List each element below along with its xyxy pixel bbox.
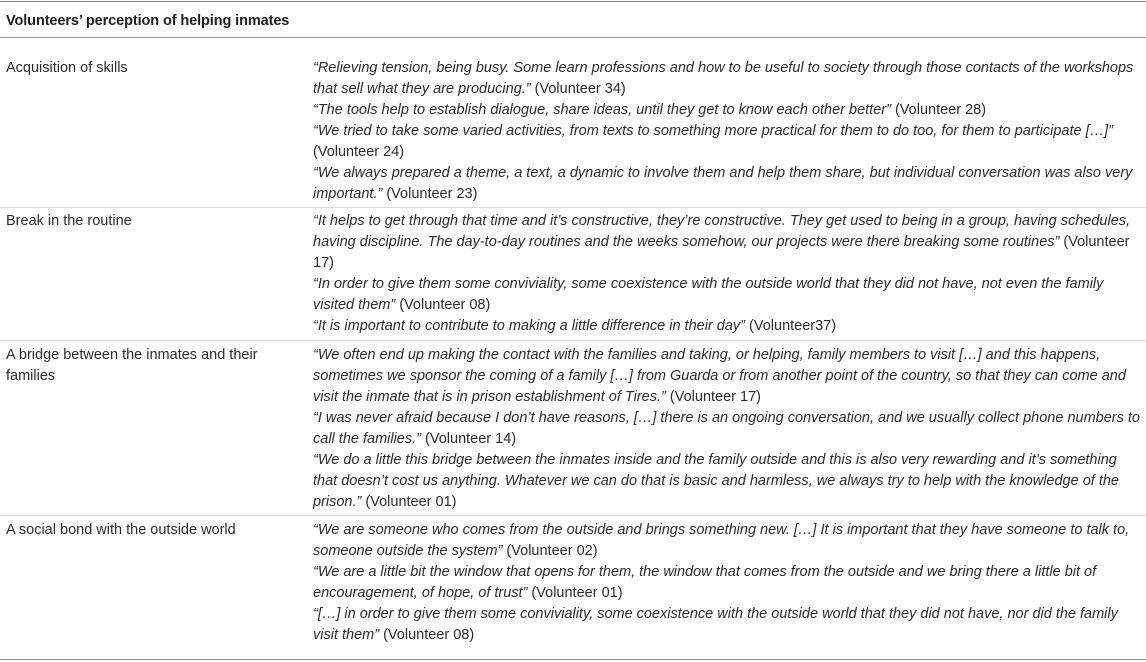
quote <box>313 211 1143 274</box>
quote-citation: (Volunteer 34) <box>530 81 626 97</box>
quote <box>313 408 1143 450</box>
table-bottom-rule <box>0 659 1146 660</box>
table-top-rule <box>0 1 1146 2</box>
quote <box>313 58 1143 100</box>
quote-text: “[…] in order to give them some conviviality, some coexistence with the outside world that they did not have, nor did the family visit them” <box>313 606 1118 643</box>
quote-citation: (Volunteer 08) <box>379 627 475 643</box>
quote-citation: (Volunteer 14) <box>420 431 517 447</box>
quote <box>313 562 1143 604</box>
quote-citation: (Volunteer 24) <box>313 144 405 160</box>
row-quotes <box>313 345 1143 513</box>
quote-text: “In order to give them some conviviality, some coexistence with the outside world that they did not have, not even the family visited them” <box>313 276 1104 313</box>
quote-citation: (Volunteer 08) <box>395 297 491 313</box>
quote-text: “It is important to contribute to making a little difference in their day” <box>313 318 745 334</box>
quote <box>313 345 1143 408</box>
row-category: A social bond with the outside world <box>6 522 236 538</box>
quote-text: “We are someone who comes from the outside and brings something new. […] It is important that they have someone to talk to, someone outside the system” <box>313 522 1130 559</box>
quote <box>313 274 1143 316</box>
quote <box>313 121 1143 163</box>
quote-citation: (Volunteer37) <box>744 318 837 334</box>
quote-citation: (Volunteer 23) <box>382 186 478 202</box>
quote-text: “I was never afraid because I don’t have reasons, […] there is an ongoing conversation, and we usually collect phone numbers to call the families.” <box>313 410 1140 447</box>
row-quotes <box>313 520 1143 646</box>
quote-text: “We always prepared a theme, a text, a dynamic to involve them and help them share, but individual conversation was also very important.” <box>313 165 1133 202</box>
quote-citation: (Volunteer 01) <box>527 585 623 601</box>
row-divider <box>0 515 1146 516</box>
quote <box>313 604 1143 646</box>
quote-citation: (Volunteer 17) <box>313 234 1130 271</box>
row-category: Break in the routine <box>6 213 132 229</box>
row-quotes <box>313 211 1143 337</box>
quote-text: “We tried to take some varied activities, from texts to something more practical for them to do too, for them to participate […]” <box>313 123 1113 139</box>
row-divider <box>0 207 1146 208</box>
quote <box>313 316 1143 337</box>
row-divider <box>0 340 1146 341</box>
row-quotes <box>313 58 1143 205</box>
row-category: A bridge between the inmates and their families <box>6 347 258 384</box>
quote-text: “We are a little bit the window that opens for them, the window that comes from the outside and we bring there a little bit of encouragement, of hope, of trust” <box>313 564 1097 601</box>
quote-text: “We often end up making the contact with the families and taking, or helping, family members to visit […] and this happens, sometimes we sponsor the coming of a family […] from Guarda or from another point of the country, so that they can come and visit the inmate that is in prison establishment of Tires.” <box>313 347 1126 405</box>
quote-citation: (Volunteer 17) <box>665 389 761 405</box>
quote-citation: (Volunteer 01) <box>361 494 457 510</box>
quote <box>313 520 1143 562</box>
quote-text: “Relieving tension, being busy. Some learn professions and how to be useful to society through those contacts of the workshops that sell what they are producing.” <box>313 60 1134 97</box>
quote <box>313 450 1143 513</box>
row-category: Acquisition of skills <box>6 60 128 76</box>
quote-text: “It helps to get through that time and it’s constructive, they’re constructive. They get used to being in a group, having schedules, having discipline. The day-to-day routines and the weeks somehow, our projects were there breaking some routines” <box>313 213 1131 250</box>
quote <box>313 100 1143 121</box>
quote <box>313 163 1143 205</box>
quote-citation: (Volunteer 02) <box>502 543 598 559</box>
table-header: Volunteers’ perception of helping inmates <box>6 13 290 29</box>
quote-text: “The tools help to establish dialogue, share ideas, until they get to know each other better” <box>313 102 891 118</box>
quote-text: “We do a little this bridge between the inmates inside and the family outside and this is also very rewarding and it’s something that doesn’t cost us anything. Whatever we can do that is basic and harmless, we always try to help with the knowledge of the prison.” <box>313 452 1119 510</box>
header-rule <box>0 37 1146 38</box>
quote-citation: (Volunteer 28) <box>890 102 987 118</box>
